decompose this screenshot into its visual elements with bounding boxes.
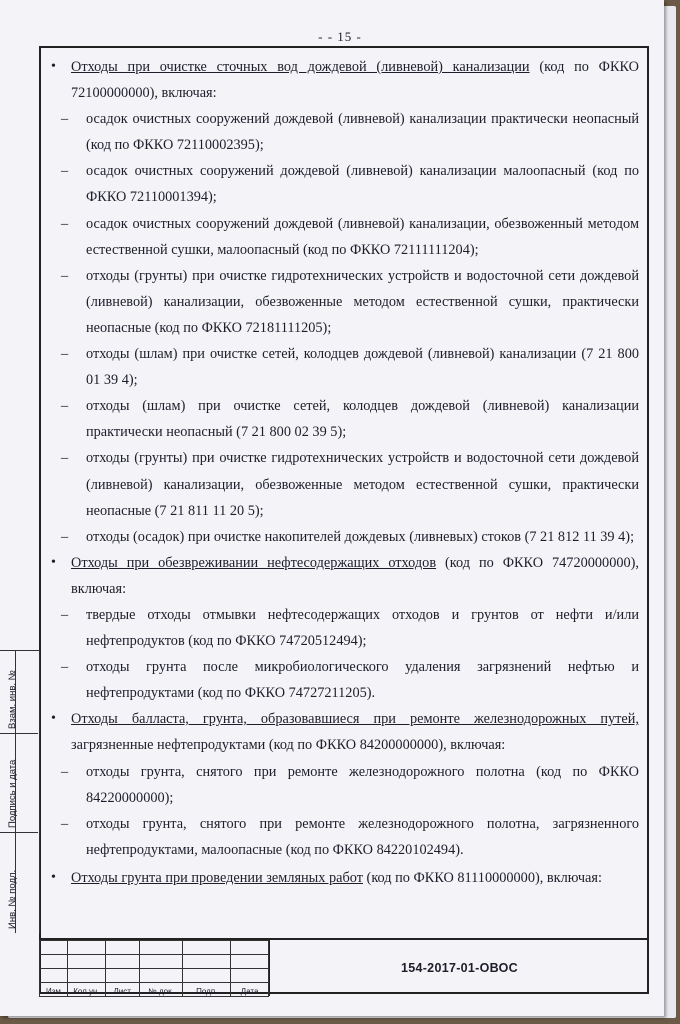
bullet-icon: • [51,554,56,570]
side-stamp [0,650,40,933]
item-text: отходы (грунты) при очистке гидротехнических устройств и водосточной сети дождевой (ливневой) канализации, обезвоженные методом естественной сушки, практически неопасные (код по ФККО 72181111205); [86,267,639,336]
dash-icon: – [61,346,69,363]
list-dash-item [47,654,639,706]
list-dash-item [47,811,639,863]
list-dash-item [47,524,639,550]
dash-icon: – [61,215,69,232]
header-izm: Изм [40,983,68,997]
list-dash-item [47,341,639,393]
header-date: Дата [231,983,269,997]
side-label: Инв. № подл. [6,869,18,929]
section-heading: Отходы при обезвреживании нефтесодержащих отходов [71,554,437,571]
page-number: - - 15 - [318,29,362,44]
dash-icon: – [61,111,69,128]
revision-table [39,940,269,997]
side-cell-original-inventory [0,833,38,933]
dash-icon: – [61,815,69,832]
dash-icon: – [61,450,69,467]
list-dash-item [47,158,639,210]
item-text: отходы грунта, снятого при ремонте железнодорожного полотна, загрязненного нефтепродуктами, малоопасные (код по ФККО 84220102494). [86,815,639,858]
header-signature: Подп. [183,983,231,997]
dash-icon: – [61,763,69,780]
item-text: отходы (грунты) при очистке гидротехнических устройств и водосточной сети дождевой (ливневой) канализации, обезвоженные методом естественной сушки, практически неопасные (7 21 811 11 20 5); [86,450,639,519]
bullet-icon: • [51,869,56,885]
item-text: твердые отходы отмывки нефтесодержащих отходов и грунтов от нефти и/или нефтепродуктов (код по ФККО 74720512494); [86,606,639,650]
list-bullet-item [47,550,639,602]
list-dash-item [47,393,639,445]
section-rest: (код по ФККО 81110000000), включая: [362,869,602,886]
dash-icon: – [61,267,69,284]
item-text: отходы грунта, снятого при ремонте железнодорожного полотна (код по ФККО 84220000000); [86,763,639,806]
section-heading: Отходы грунта при проведении земляных работ [71,869,363,886]
header-doc-no: № док. [139,983,183,997]
section-rest: загрязненные нефтепродуктами (код по ФККО 84200000000), включая: [71,737,506,754]
section-heading: Отходы при очистке сточных вод дождевой (ливневой) канализации [71,59,530,75]
document-code: 154-2017-01-ОВОС [400,961,519,975]
bullet-icon: • [51,59,56,74]
section-rest: (код по ФККО 72100000000), включая: [71,59,639,102]
dash-icon: – [61,659,69,676]
list-dash-item [47,263,639,341]
list-bullet-item [47,706,639,758]
side-label: Подпись и дата [6,759,18,828]
header-list: Лист [105,983,139,997]
list-bullet-item [47,865,639,891]
header-kol-uch: Кол.уч. [67,983,105,997]
side-label: Взам. инв. № [6,670,18,729]
title-block [39,938,649,996]
dash-icon: – [61,606,69,623]
list-dash-item [47,211,639,263]
section-heading: Отходы балласта, грунта, образовавшиеся при ремонте железнодорожных путей, [71,711,639,728]
item-text: осадок очистных сооружений дождевой (ливневой) канализации практически неопасный (код по ФККО 72110002395); [86,111,639,154]
list-dash-item [47,445,639,523]
item-text: отходы (шлам) при очистке сетей, колодцев дождевой (ливневой) канализации практически неопасный (7 21 800 02 39 5); [86,398,639,441]
dash-icon: – [61,528,69,545]
bullet-icon: • [51,711,56,727]
list-bullet-item [47,54,639,106]
side-cell-signature-date [0,734,38,833]
side-cell-replaced-inventory [0,651,38,734]
list-dash-item [47,602,639,654]
section-rest: (код по ФККО 74720000000), включая: [71,554,639,597]
document-body [47,54,639,891]
dash-icon: – [61,163,69,180]
item-text: осадок очистных сооружений дождевой (ливневой) канализации, обезвоженный методом естественной сушки, малоопасный (код по ФККО 72111111204); [86,215,639,258]
item-text: осадок очистных сооружений дождевой (ливневой) канализации малоопасный (код по ФККО 72110001394); [86,163,639,206]
list-dash-item [47,106,639,158]
item-text: отходы грунта после микробиологического удаления загрязнений нефтью и нефтепродуктами (код по ФККО 74727211205). [86,659,639,702]
item-text: отходы (шлам) при очистке сетей, колодцев дождевой (ливневой) канализации (7 21 800 01 39 4); [86,346,639,389]
item-text: отходы (осадок) при очистке накопителей дождевых (ливневых) стоков (7 21 812 11 39 4); [86,528,635,545]
list-dash-item [47,759,639,811]
dash-icon: – [61,398,69,415]
